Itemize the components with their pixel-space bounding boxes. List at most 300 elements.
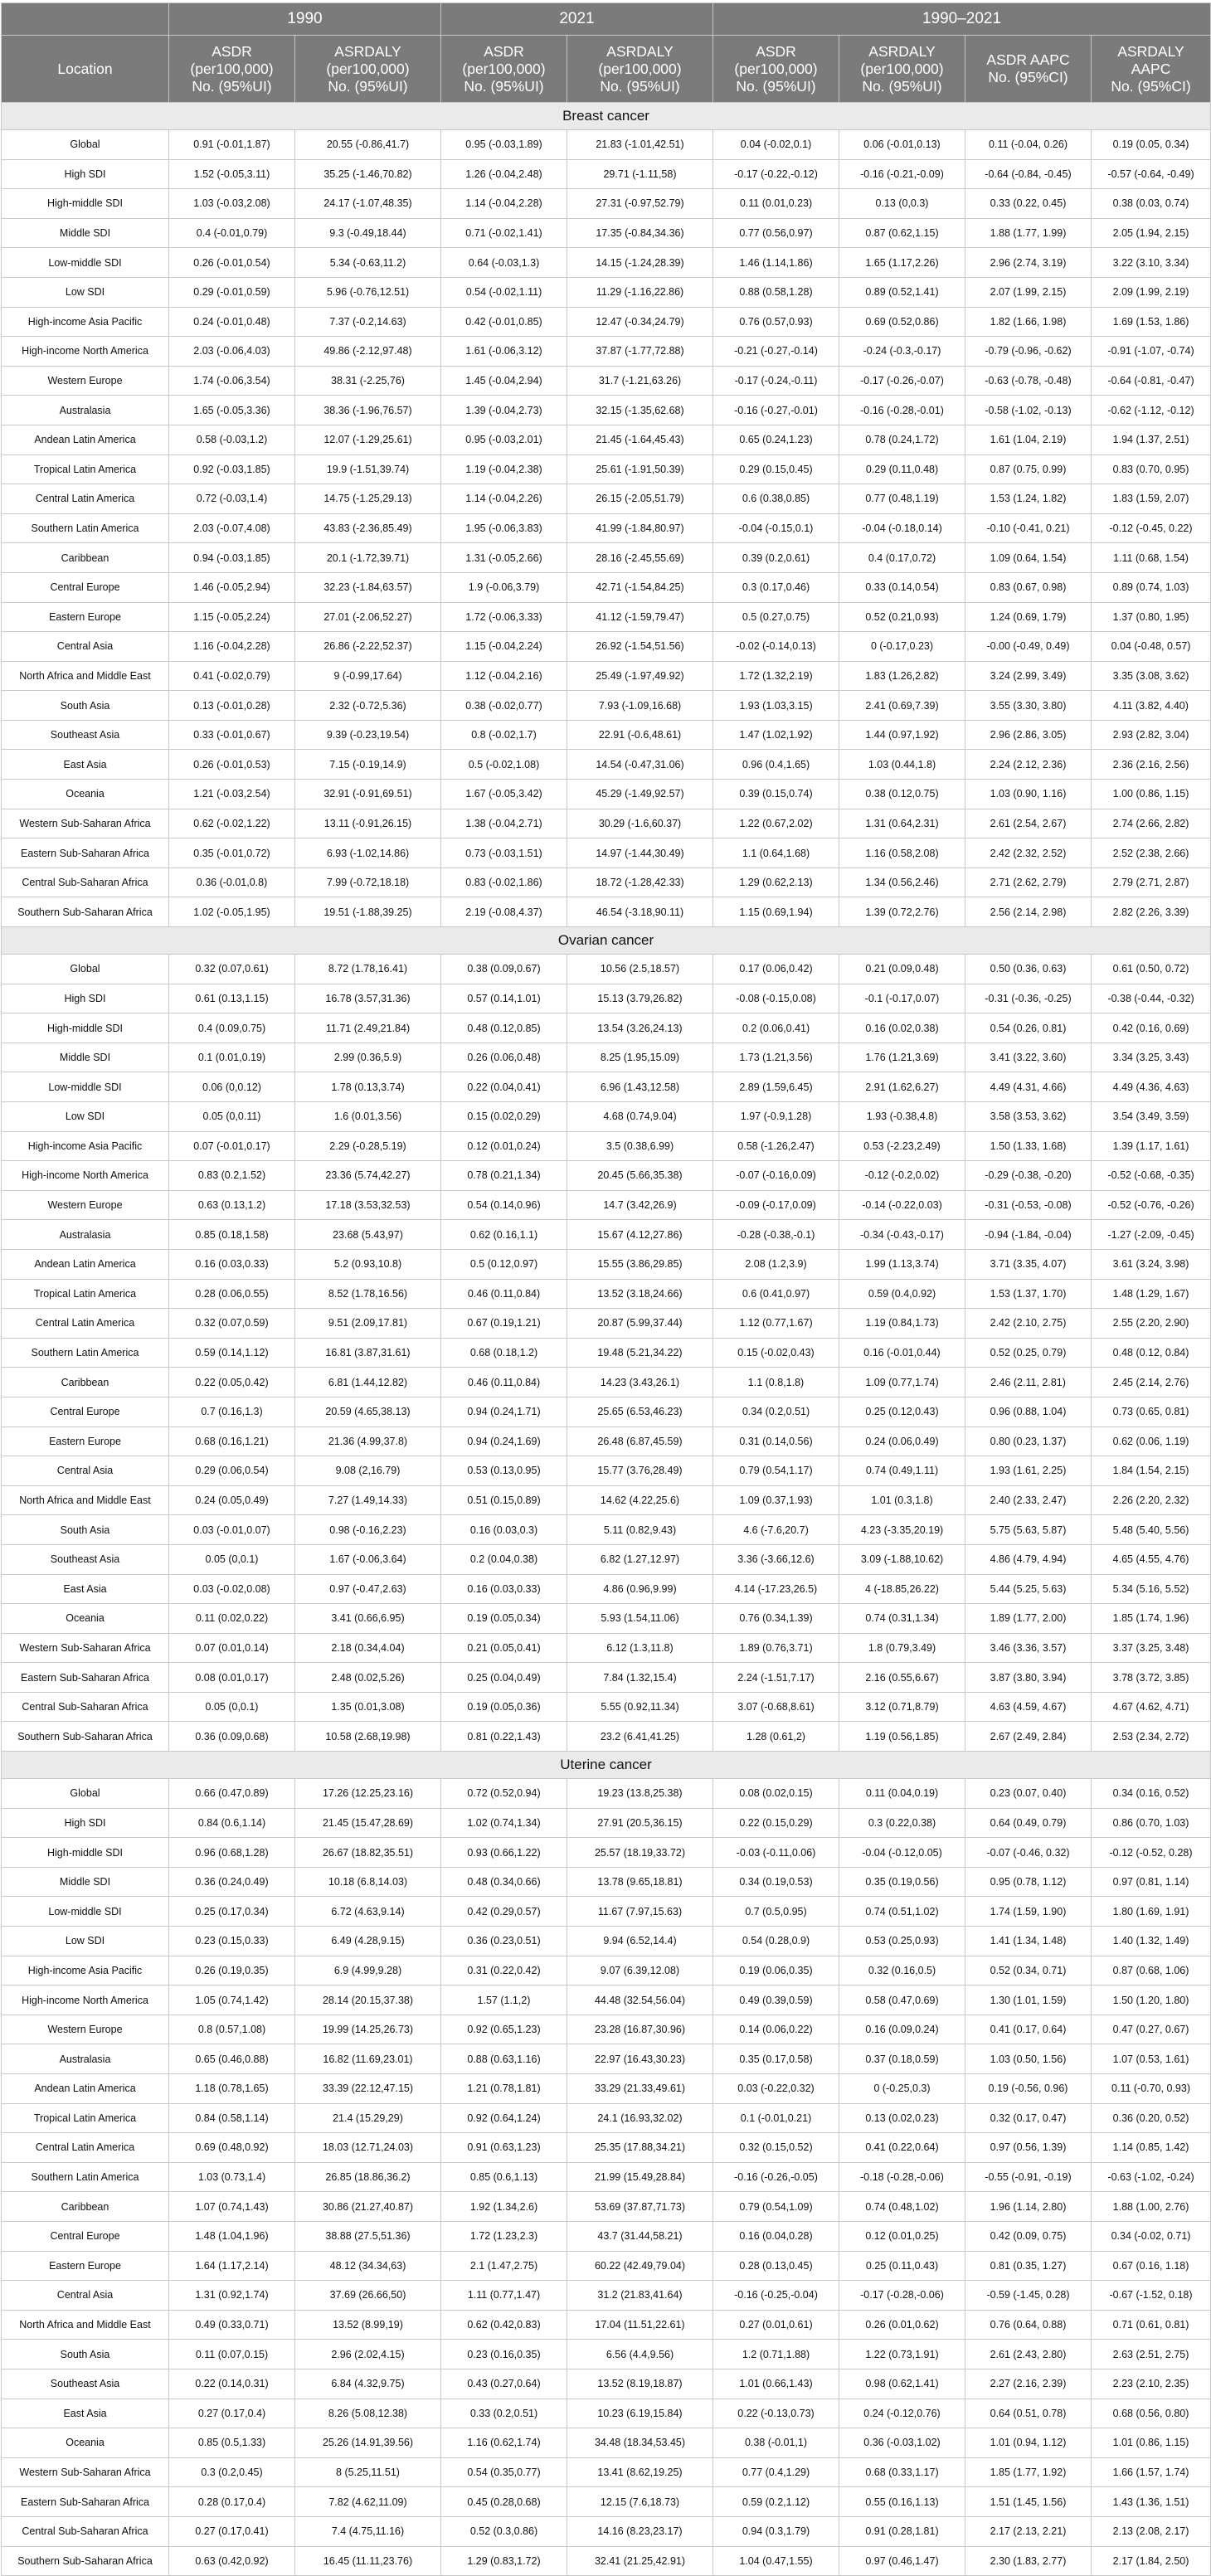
value-cell: 18.72 (-1.28,42.33): [567, 868, 713, 897]
value-cell: 7.84 (1.32,15.4): [567, 1663, 713, 1693]
value-cell: -0.03 (-0.11,0.06): [713, 1838, 839, 1868]
value-cell: 1.29 (0.83,1.72): [441, 2546, 567, 2576]
location-cell: Eastern Sub-Saharan Africa: [2, 2487, 169, 2517]
location-cell: Southern Latin America: [2, 513, 169, 543]
value-cell: 24.1 (16.93,32.02): [567, 2103, 713, 2133]
value-cell: 0.96 (0.88, 1.04): [965, 1397, 1092, 1427]
header-group-1990: 1990: [169, 3, 441, 36]
value-cell: 2.17 (1.84, 2.50): [1092, 2546, 1211, 2576]
value-cell: 4.49 (4.31, 4.66): [965, 1072, 1092, 1102]
value-cell: 1.46 (-0.05,2.94): [169, 572, 295, 602]
value-cell: 0.26 (0.06,0.48): [441, 1043, 567, 1072]
value-cell: 1.1 (0.8,1.8): [713, 1368, 839, 1397]
value-cell: 0.76 (0.34,1.39): [713, 1604, 839, 1634]
value-cell: 2.03 (-0.07,4.08): [169, 513, 295, 543]
value-cell: 0.16 (0.03,0.33): [441, 1574, 567, 1604]
value-cell: 0.11 (-0.70, 0.93): [1092, 2074, 1211, 2104]
value-cell: 1.72 (-0.06,3.33): [441, 602, 567, 632]
value-cell: 0.85 (0.18,1.58): [169, 1220, 295, 1250]
value-cell: 5.55 (0.92,11.34): [567, 1692, 713, 1722]
value-cell: 20.1 (-1.72,39.71): [295, 543, 441, 573]
value-cell: 0.54 (0.28,0.9): [713, 1927, 839, 1956]
value-cell: 16.82 (11.69,23.01): [295, 2044, 441, 2074]
table-row: [2, 1985, 1211, 2015]
value-cell: 0.25 (0.11,0.43): [839, 2251, 965, 2281]
value-cell: 0.41 (-0.02,0.79): [169, 661, 295, 691]
value-cell: -0.02 (-0.14,0.13): [713, 632, 839, 662]
table-row: [2, 1779, 1211, 1809]
value-cell: 3.36 (-3.66,12.6): [713, 1544, 839, 1574]
value-cell: -0.64 (-0.84, -0.45): [965, 159, 1092, 189]
value-cell: 1.43 (1.36, 1.51): [1092, 2487, 1211, 2517]
location-cell: High-income North America: [2, 1161, 169, 1191]
value-cell: 1.19 (0.56,1.85): [839, 1722, 965, 1752]
value-cell: 0.73 (-0.03,1.51): [441, 838, 567, 868]
value-cell: 1.8 (0.79,3.49): [839, 1633, 965, 1663]
value-cell: 0.25 (0.17,0.34): [169, 1897, 295, 1927]
location-cell: Low SDI: [2, 1927, 169, 1956]
location-cell: Australasia: [2, 1220, 169, 1250]
value-cell: 6.81 (1.44,12.82): [295, 1368, 441, 1397]
value-cell: 0.92 (0.64,1.24): [441, 2103, 567, 2133]
value-cell: 0.62 (0.16,1.1): [441, 1220, 567, 1250]
table-row: [2, 632, 1211, 662]
value-cell: 2.16 (0.55,6.67): [839, 1663, 965, 1693]
value-cell: 1.19 (-0.04,2.38): [441, 454, 567, 484]
table-row: [2, 2487, 1211, 2517]
value-cell: 2.23 (2.10, 2.35): [1092, 2369, 1211, 2399]
value-cell: 0.8 (0.57,1.08): [169, 2015, 295, 2044]
value-cell: 0.34 (0.19,0.53): [713, 1867, 839, 1897]
value-cell: 3.46 (3.36, 3.57): [965, 1633, 1092, 1663]
table-row: [2, 572, 1211, 602]
value-cell: 0.11 (0.01,0.23): [713, 189, 839, 219]
value-cell: 2.93 (2.82, 3.04): [1092, 720, 1211, 750]
value-cell: 0.35 (0.19,0.56): [839, 1867, 965, 1897]
value-cell: 0.16 (0.02,0.38): [839, 1013, 965, 1043]
header-group-2021: 2021: [441, 3, 713, 36]
value-cell: 4.63 (4.59, 4.67): [965, 1692, 1092, 1722]
value-cell: 0.87 (0.75, 0.99): [965, 454, 1092, 484]
value-cell: 0.08 (0.02,0.15): [713, 1779, 839, 1809]
location-cell: Western Europe: [2, 1190, 169, 1220]
value-cell: 0 (-0.17,0.23): [839, 632, 965, 662]
value-cell: 1.51 (1.45, 1.56): [965, 2487, 1092, 2517]
section-title: Ovarian cancer: [2, 927, 1211, 955]
value-cell: 2.79 (2.71, 2.87): [1092, 868, 1211, 897]
value-cell: 0.04 (-0.02,0.1): [713, 130, 839, 160]
value-cell: 1.22 (0.73,1.91): [839, 2340, 965, 2369]
value-cell: 25.35 (17.88,34.21): [567, 2133, 713, 2163]
value-cell: 23.36 (5.74,42.27): [295, 1161, 441, 1191]
value-cell: -0.91 (-1.07, -0.74): [1092, 337, 1211, 367]
value-cell: 0.91 (0.63,1.23): [441, 2133, 567, 2163]
value-cell: 7.4 (4.75,11.16): [295, 2516, 441, 2546]
value-cell: 1.30 (1.01, 1.59): [965, 1985, 1092, 2015]
value-cell: 0.98 (0.62,1.41): [839, 2369, 965, 2399]
value-cell: 0.19 (0.05,0.36): [441, 1692, 567, 1722]
section-title: Breast cancer: [2, 103, 1211, 130]
value-cell: 0.68 (0.33,1.17): [839, 2457, 965, 2487]
value-cell: 0.32 (0.17, 0.47): [965, 2103, 1092, 2133]
value-cell: 25.57 (18.19,33.72): [567, 1838, 713, 1868]
value-cell: 0.32 (0.07,0.61): [169, 955, 295, 984]
value-cell: 1.61 (1.04, 2.19): [965, 425, 1092, 454]
value-cell: -0.17 (-0.26,-0.07): [839, 366, 965, 396]
value-cell: -0.07 (-0.46, 0.32): [965, 1838, 1092, 1868]
value-cell: -0.12 (-0.2,0.02): [839, 1161, 965, 1191]
table-row: [2, 2044, 1211, 2074]
value-cell: 0.11 (0.07,0.15): [169, 2340, 295, 2369]
value-cell: 0.6 (0.38,0.85): [713, 484, 839, 514]
value-cell: 4.86 (4.79, 4.94): [965, 1544, 1092, 1574]
header-col: ASDR AAPC No. (95%CI): [965, 36, 1092, 103]
value-cell: 0.15 (0.02,0.29): [441, 1102, 567, 1132]
location-cell: High-middle SDI: [2, 1838, 169, 1868]
value-cell: 0.76 (0.57,0.93): [713, 307, 839, 337]
value-cell: 1.6 (0.01,3.56): [295, 1102, 441, 1132]
value-cell: 23.68 (5.43,97): [295, 1220, 441, 1250]
value-cell: 0.49 (0.39,0.59): [713, 1985, 839, 2015]
value-cell: 0.77 (0.48,1.19): [839, 484, 965, 514]
value-cell: 26.48 (6.87,45.59): [567, 1427, 713, 1456]
value-cell: 0.74 (0.31,1.34): [839, 1604, 965, 1634]
table-row: [2, 661, 1211, 691]
value-cell: 32.91 (-0.91,69.51): [295, 780, 441, 809]
value-cell: 0.80 (0.23, 1.37): [965, 1427, 1092, 1456]
value-cell: -0.28 (-0.38,-0.1): [713, 1220, 839, 1250]
value-cell: 3.58 (3.53, 3.62): [965, 1102, 1092, 1132]
value-cell: 0.16 (0.09,0.24): [839, 2015, 965, 2044]
value-cell: 3.35 (3.08, 3.62): [1092, 661, 1211, 691]
value-cell: 0.28 (0.17,0.4): [169, 2487, 295, 2517]
value-cell: 0.42 (-0.01,0.85): [441, 307, 567, 337]
value-cell: -0.67 (-1.52, 0.18): [1092, 2281, 1211, 2311]
value-cell: 3.12 (0.71,8.79): [839, 1692, 965, 1722]
value-cell: 2.30 (1.83, 2.77): [965, 2546, 1092, 2576]
location-cell: South Asia: [2, 1515, 169, 1545]
value-cell: 16.45 (11.11,23.76): [295, 2546, 441, 2576]
value-cell: 42.71 (-1.54,84.25): [567, 572, 713, 602]
value-cell: 5.48 (5.40, 5.56): [1092, 1515, 1211, 1545]
value-cell: 1.66 (1.57, 1.74): [1092, 2457, 1211, 2487]
value-cell: 0.93 (0.66,1.22): [441, 1838, 567, 1868]
value-cell: 2.19 (-0.08,4.37): [441, 897, 567, 927]
location-cell: Eastern Sub-Saharan Africa: [2, 1663, 169, 1693]
value-cell: 5.44 (5.25, 5.63): [965, 1574, 1092, 1604]
location-cell: North Africa and Middle East: [2, 661, 169, 691]
value-cell: 8 (5.25,11.51): [295, 2457, 441, 2487]
value-cell: 1.88 (1.77, 1.99): [965, 218, 1092, 248]
header-col: ASRDALY AAPC No. (95%CI): [1092, 36, 1211, 103]
value-cell: 2.46 (2.11, 2.81): [965, 1368, 1092, 1397]
value-cell: 4.65 (4.55, 4.76): [1092, 1544, 1211, 1574]
value-cell: -0.00 (-0.49, 0.49): [965, 632, 1092, 662]
value-cell: 0.74 (0.51,1.02): [839, 1897, 965, 1927]
value-cell: -0.24 (-0.3,-0.17): [839, 337, 965, 367]
value-cell: 6.56 (4.4,9.56): [567, 2340, 713, 2369]
value-cell: 0.95 (-0.03,1.89): [441, 130, 567, 160]
location-cell: Oceania: [2, 780, 169, 809]
value-cell: 0.24 (-0.12,0.76): [839, 2399, 965, 2428]
value-cell: 0.46 (0.11,0.84): [441, 1368, 567, 1397]
value-cell: 0.1 (0.01,0.19): [169, 1043, 295, 1072]
value-cell: 1.11 (0.68, 1.54): [1092, 543, 1211, 573]
header-location: Location: [2, 36, 169, 103]
location-cell: Central Europe: [2, 572, 169, 602]
location-cell: South Asia: [2, 2340, 169, 2369]
value-cell: 0.13 (-0.01,0.28): [169, 691, 295, 721]
location-cell: Western Sub-Saharan Africa: [2, 1633, 169, 1663]
value-cell: 2.05 (1.94, 2.15): [1092, 218, 1211, 248]
value-cell: 0.38 (0.12,0.75): [839, 780, 965, 809]
value-cell: 1.74 (-0.06,3.54): [169, 366, 295, 396]
value-cell: 1.97 (-0.9,1.28): [713, 1102, 839, 1132]
value-cell: 1.57 (1.1,2): [441, 1985, 567, 2015]
value-cell: 0.12 (0.01,0.25): [839, 2221, 965, 2251]
value-cell: 6.72 (4.63,9.14): [295, 1897, 441, 1927]
table-row: [2, 2162, 1211, 2192]
value-cell: 0.26 (-0.01,0.54): [169, 248, 295, 278]
value-cell: 0.22 (-0.13,0.73): [713, 2399, 839, 2428]
value-cell: 2.82 (2.26, 3.39): [1092, 897, 1211, 927]
value-cell: 16.78 (3.57,31.36): [295, 984, 441, 1013]
value-cell: 43.83 (-2.36,85.49): [295, 513, 441, 543]
value-cell: 0.77 (0.4,1.29): [713, 2457, 839, 2487]
value-cell: 8.26 (5.08,12.38): [295, 2399, 441, 2428]
location-cell: East Asia: [2, 750, 169, 780]
value-cell: -0.63 (-0.78, -0.48): [965, 366, 1092, 396]
value-cell: 46.54 (-3.18,90.11): [567, 897, 713, 927]
value-cell: 0.23 (0.15,0.33): [169, 1927, 295, 1956]
value-cell: 0.36 (-0.03,1.02): [839, 2428, 965, 2458]
value-cell: 1.16 (-0.04,2.28): [169, 632, 295, 662]
value-cell: 0.14 (0.06,0.22): [713, 2015, 839, 2044]
value-cell: 1.69 (1.53, 1.86): [1092, 307, 1211, 337]
value-cell: 25.49 (-1.97,49.92): [567, 661, 713, 691]
value-cell: -0.64 (-0.81, -0.47): [1092, 366, 1211, 396]
value-cell: 0.26 (-0.01,0.53): [169, 750, 295, 780]
value-cell: 3.87 (3.80, 3.94): [965, 1663, 1092, 1693]
table-row: [2, 337, 1211, 367]
table-row: [2, 2015, 1211, 2044]
value-cell: 1.22 (0.67,2.02): [713, 809, 839, 838]
location-cell: Central Europe: [2, 1397, 169, 1427]
location-cell: High-middle SDI: [2, 1013, 169, 1043]
value-cell: 0.68 (0.56, 0.80): [1092, 2399, 1211, 2428]
value-cell: 7.15 (-0.19,14.9): [295, 750, 441, 780]
value-cell: 0.19 (0.05,0.34): [441, 1604, 567, 1634]
value-cell: 0.81 (0.22,1.43): [441, 1722, 567, 1752]
value-cell: 0.15 (-0.02,0.43): [713, 1338, 839, 1368]
location-cell: High SDI: [2, 984, 169, 1013]
value-cell: 5.34 (5.16, 5.52): [1092, 1574, 1211, 1604]
value-cell: 0.5 (0.12,0.97): [441, 1249, 567, 1279]
value-cell: 2.24 (-1.51,7.17): [713, 1663, 839, 1693]
value-cell: 2.45 (2.14, 2.76): [1092, 1368, 1211, 1397]
section-title: Uterine cancer: [2, 1752, 1211, 1779]
value-cell: 2.48 (0.02,5.26): [295, 1663, 441, 1693]
value-cell: -0.52 (-0.76, -0.26): [1092, 1190, 1211, 1220]
value-cell: 0.08 (0.01,0.17): [169, 1663, 295, 1693]
value-cell: 0.38 (0.03, 0.74): [1092, 189, 1211, 219]
value-cell: 8.72 (1.78,16.41): [295, 955, 441, 984]
value-cell: 0.29 (0.15,0.45): [713, 454, 839, 484]
location-cell: Andean Latin America: [2, 2074, 169, 2104]
value-cell: 3.24 (2.99, 3.49): [965, 661, 1092, 691]
value-cell: 14.62 (4.22,25.6): [567, 1485, 713, 1515]
value-cell: 21.83 (-1.01,42.51): [567, 130, 713, 160]
value-cell: 14.16 (8.23,23.17): [567, 2516, 713, 2546]
value-cell: 9.08 (2,16.79): [295, 1456, 441, 1486]
value-cell: 0.4 (0.17,0.72): [839, 543, 965, 573]
location-cell: Central Sub-Saharan Africa: [2, 1692, 169, 1722]
value-cell: 1.04 (0.47,1.55): [713, 2546, 839, 2576]
value-cell: 30.29 (-1.6,60.37): [567, 809, 713, 838]
table-row: [2, 1397, 1211, 1427]
value-cell: 0.28 (0.13,0.45): [713, 2251, 839, 2281]
value-cell: 2.09 (1.99, 2.19): [1092, 277, 1211, 307]
value-cell: 32.15 (-1.35,62.68): [567, 396, 713, 425]
location-cell: Tropical Latin America: [2, 2103, 169, 2133]
value-cell: 1.09 (0.64, 1.54): [965, 543, 1092, 573]
value-cell: 0.48 (0.12, 0.84): [1092, 1338, 1211, 1368]
value-cell: 2.18 (0.34,4.04): [295, 1633, 441, 1663]
value-cell: 0.24 (-0.01,0.48): [169, 307, 295, 337]
value-cell: 9.07 (6.39,12.08): [567, 1956, 713, 1985]
value-cell: 2.03 (-0.06,4.03): [169, 337, 295, 367]
value-cell: 0.32 (0.15,0.52): [713, 2133, 839, 2163]
value-cell: 1.96 (1.14, 2.80): [965, 2192, 1092, 2222]
value-cell: 0.54 (0.14,0.96): [441, 1190, 567, 1220]
value-cell: 0.27 (0.17,0.41): [169, 2516, 295, 2546]
value-cell: 0.64 (0.51, 0.78): [965, 2399, 1092, 2428]
location-cell: High-income Asia Pacific: [2, 1956, 169, 1985]
value-cell: 41.99 (-1.84,80.97): [567, 513, 713, 543]
value-cell: 0.36 (0.23,0.51): [441, 1927, 567, 1956]
location-cell: Central Asia: [2, 632, 169, 662]
value-cell: 15.55 (3.86,29.85): [567, 1249, 713, 1279]
value-cell: 0.32 (0.07,0.59): [169, 1309, 295, 1339]
value-cell: 15.77 (3.76,28.49): [567, 1456, 713, 1486]
value-cell: 8.52 (1.78,16.56): [295, 1279, 441, 1309]
location-cell: High-middle SDI: [2, 189, 169, 219]
value-cell: 1.02 (-0.05,1.95): [169, 897, 295, 927]
value-cell: 1.48 (1.04,1.96): [169, 2221, 295, 2251]
value-cell: 16.81 (3.87,31.61): [295, 1338, 441, 1368]
value-cell: 0.34 (0.16, 0.52): [1092, 1779, 1211, 1809]
value-cell: 0.26 (0.19,0.35): [169, 1956, 295, 1985]
value-cell: -0.16 (-0.25,-0.04): [713, 2281, 839, 2311]
value-cell: 5.34 (-0.63,11.2): [295, 248, 441, 278]
location-cell: Middle SDI: [2, 1043, 169, 1072]
value-cell: 17.35 (-0.84,34.36): [567, 218, 713, 248]
value-cell: 0.59 (0.2,1.12): [713, 2487, 839, 2517]
value-cell: 2.41 (0.69,7.39): [839, 691, 965, 721]
value-cell: 0.4 (0.09,0.75): [169, 1013, 295, 1043]
table-row: [2, 691, 1211, 721]
value-cell: 0.11 (-0.04, 0.26): [965, 130, 1092, 160]
value-cell: 2.74 (2.66, 2.82): [1092, 809, 1211, 838]
value-cell: 1.82 (1.66, 1.98): [965, 307, 1092, 337]
location-cell: Eastern Europe: [2, 602, 169, 632]
value-cell: 0.65 (0.46,0.88): [169, 2044, 295, 2074]
value-cell: 0.33 (-0.01,0.67): [169, 720, 295, 750]
value-cell: 1.26 (-0.04,2.48): [441, 159, 567, 189]
value-cell: 0.06 (0,0.12): [169, 1072, 295, 1102]
location-cell: Caribbean: [2, 543, 169, 573]
value-cell: 0.83 (0.67, 0.98): [965, 572, 1092, 602]
location-cell: Southern Sub-Saharan Africa: [2, 2546, 169, 2576]
table-row: [2, 1663, 1211, 1693]
value-cell: 0.61 (0.50, 0.72): [1092, 955, 1211, 984]
location-cell: Southeast Asia: [2, 2369, 169, 2399]
value-cell: 15.13 (3.79,26.82): [567, 984, 713, 1013]
location-cell: Low-middle SDI: [2, 1897, 169, 1927]
header-group-change: 1990–2021: [713, 3, 1211, 36]
value-cell: 0.81 (0.35, 1.27): [965, 2251, 1092, 2281]
value-cell: 1.89 (1.77, 2.00): [965, 1604, 1092, 1634]
value-cell: 2.17 (2.13, 2.21): [965, 2516, 1092, 2546]
value-cell: 21.45 (15.47,28.69): [295, 1808, 441, 1838]
value-cell: 3.5 (0.38,6.99): [567, 1131, 713, 1161]
value-cell: 6.82 (1.27,12.97): [567, 1544, 713, 1574]
value-cell: 0.65 (0.24,1.23): [713, 425, 839, 454]
table-row: [2, 307, 1211, 337]
value-cell: 4.6 (-7.6,20.7): [713, 1515, 839, 1545]
location-cell: Western Europe: [2, 366, 169, 396]
value-cell: 1.14 (-0.04,2.26): [441, 484, 567, 514]
table-row: [2, 1309, 1211, 1339]
table-row: [2, 2340, 1211, 2369]
value-cell: 3.55 (3.30, 3.80): [965, 691, 1092, 721]
value-cell: 0.59 (0.14,1.12): [169, 1338, 295, 1368]
value-cell: 0.03 (-0.02,0.08): [169, 1574, 295, 1604]
value-cell: 1.29 (0.62,2.13): [713, 868, 839, 897]
value-cell: 0.33 (0.14,0.54): [839, 572, 965, 602]
table-row: [2, 1427, 1211, 1456]
location-cell: Southern Latin America: [2, 2162, 169, 2192]
value-cell: 0.85 (0.6,1.13): [441, 2162, 567, 2192]
value-cell: 0.88 (0.63,1.16): [441, 2044, 567, 2074]
value-cell: 26.67 (18.82,35.51): [295, 1838, 441, 1868]
value-cell: 22.91 (-0.6,48.61): [567, 720, 713, 750]
value-cell: 1.02 (0.74,1.34): [441, 1808, 567, 1838]
value-cell: 15.67 (4.12,27.86): [567, 1220, 713, 1250]
value-cell: 0.53 (0.13,0.95): [441, 1456, 567, 1486]
value-cell: 0.94 (0.3,1.79): [713, 2516, 839, 2546]
value-cell: 14.97 (-1.44,30.49): [567, 838, 713, 868]
location-cell: High-income Asia Pacific: [2, 1131, 169, 1161]
location-cell: Eastern Europe: [2, 2251, 169, 2281]
value-cell: 17.26 (12.25,23.16): [295, 1779, 441, 1809]
value-cell: 10.23 (6.19,15.84): [567, 2399, 713, 2428]
value-cell: 38.88 (27.5,51.36): [295, 2221, 441, 2251]
value-cell: 0.58 (-1.26,2.47): [713, 1131, 839, 1161]
value-cell: 0.83 (0.2,1.52): [169, 1161, 295, 1191]
value-cell: 1.48 (1.29, 1.67): [1092, 1279, 1211, 1309]
table-row: [2, 2133, 1211, 2163]
value-cell: 1.18 (0.78,1.65): [169, 2074, 295, 2104]
value-cell: 9.3 (-0.49,18.44): [295, 218, 441, 248]
value-cell: 45.29 (-1.49,92.57): [567, 780, 713, 809]
value-cell: 12.15 (7.6,18.73): [567, 2487, 713, 2517]
table-row: [2, 2457, 1211, 2487]
value-cell: 1.44 (0.97,1.92): [839, 720, 965, 750]
value-cell: 0.42 (0.16, 0.69): [1092, 1013, 1211, 1043]
value-cell: 32.41 (21.25,42.91): [567, 2546, 713, 2576]
header-col: ASRDALY (per100,000) No. (95%UI): [567, 36, 713, 103]
